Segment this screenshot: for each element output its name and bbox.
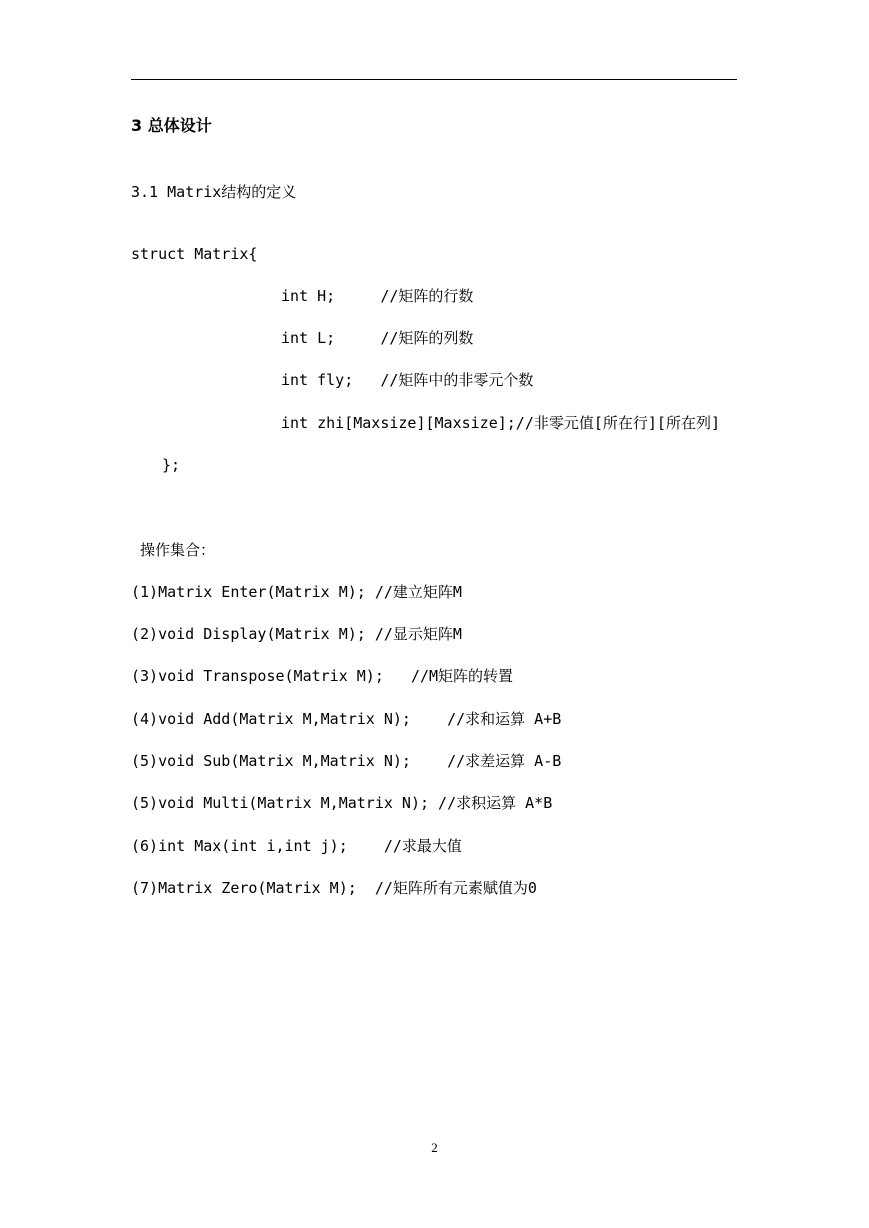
- section-heading: 3 总体设计: [131, 116, 212, 135]
- operation-item: (2)void Display(Matrix M); //显示矩阵M: [131, 625, 462, 643]
- operation-item: (5)void Sub(Matrix M,Matrix N); //求差运算 A-B: [131, 752, 562, 770]
- operation-item: (6)int Max(int i,int j); //求最大值: [131, 837, 462, 855]
- struct-close: };: [162, 456, 181, 474]
- struct-field: int H; //矩阵的行数: [281, 287, 474, 305]
- operation-item: (3)void Transpose(Matrix M); //M矩阵的转置: [131, 667, 514, 685]
- operation-item: (1)Matrix Enter(Matrix M); //建立矩阵M: [131, 583, 462, 601]
- subsection-heading: 3.1 Matrix结构的定义: [131, 183, 297, 201]
- struct-open: struct Matrix{: [131, 245, 258, 263]
- operation-item: (7)Matrix Zero(Matrix M); //矩阵所有元素赋值为0: [131, 879, 537, 897]
- struct-field: int fly; //矩阵中的非零元个数: [281, 371, 534, 389]
- struct-field: int L; //矩阵的列数: [281, 329, 474, 347]
- struct-field: int zhi[Maxsize][Maxsize];//非零元值[所在行][所在列]: [281, 414, 720, 432]
- operations-title: 操作集合：: [140, 541, 216, 559]
- page-number: 2: [431, 1140, 438, 1155]
- header-rule: [131, 79, 737, 80]
- operation-item: (4)void Add(Matrix M,Matrix N); //求和运算 A+B: [131, 710, 562, 728]
- operation-item: (5)void Multi(Matrix M,Matrix N); //求积运算 A*B: [131, 794, 553, 812]
